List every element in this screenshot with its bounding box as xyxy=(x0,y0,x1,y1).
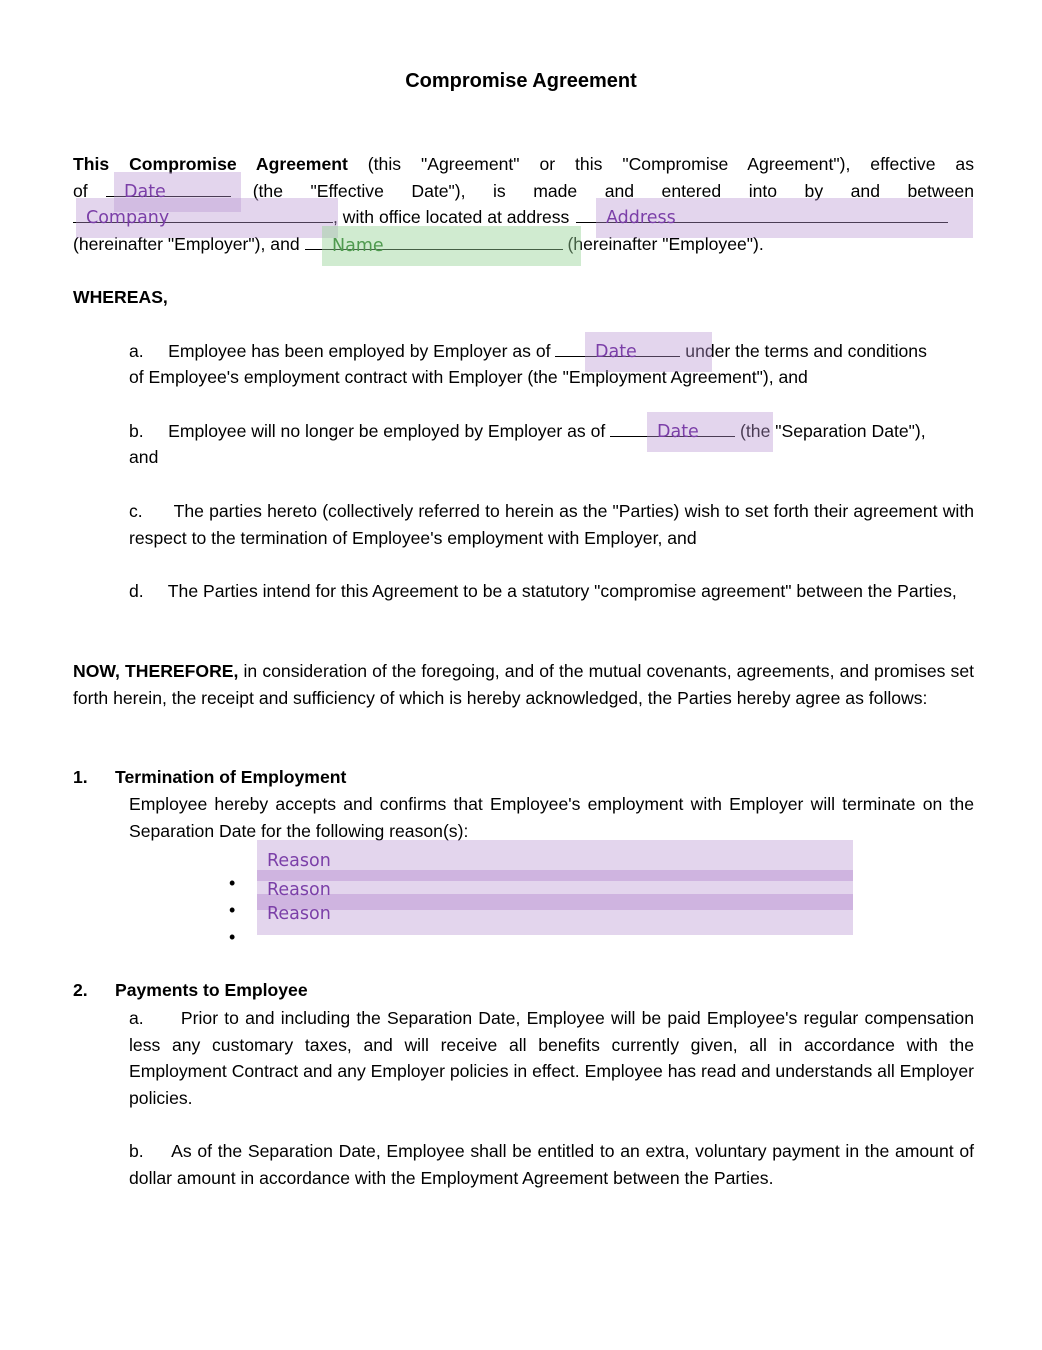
reason-field-2[interactable]: Reason xyxy=(267,880,331,900)
now-therefore-paragraph: NOW, THEREFORE, in consideration of the foregoing, and of the mutual covenants, agreements, and promises set forth herein, the receipt and sufficiency of which is hereby acknowledged, the Parties hereby agree as follows: xyxy=(73,661,974,708)
intro-line3-text: , with office located at address xyxy=(333,207,570,227)
recital-d: d. The Parties intend for this Agreement to be a statutory "compromise agreement" between the Parties, xyxy=(129,581,957,601)
section-2-b: b. As of the Separation Date, Employee shall be entitled to an extra, voluntary payment in the amount of dollar amount in accordance with the Employment Agreement between the Parties. xyxy=(129,1141,974,1188)
separation-date-field[interactable]: Date xyxy=(647,412,773,452)
section-1-body: Employee hereby accepts and confirms that Employee's employment with Employer will terminate on the Separation Date for the following reason(s): xyxy=(129,794,974,841)
employed-date-field[interactable]: Date xyxy=(585,332,712,372)
intro-line2-text: (the "Effective Date"), is made and entered into by and between xyxy=(252,181,974,201)
company-field[interactable]: Company xyxy=(76,198,338,238)
section-2-number: 2. xyxy=(73,980,88,1000)
whereas-heading: WHEREAS, xyxy=(73,287,168,307)
section-2-heading: Payments to Employee xyxy=(115,980,308,1000)
document-title: Compromise Agreement xyxy=(405,70,637,92)
section-2-a: a. Prior to and including the Separation Date, Employee will be paid Employee's regular compensation less any customary taxes, and will receive all benefits currently given, all in accordance with the Employment Contract and any Employer policies in effect. Employee has read and understands all Employer policies. xyxy=(129,1008,974,1108)
address-field[interactable]: Address xyxy=(596,198,973,238)
recital-c: c. The parties hereto (collectively referred to herein as the "Parties) wish to set forth their agreement with respect to the termination of Employee's employment with Employer, and xyxy=(129,501,974,548)
bullet-1: • xyxy=(229,873,236,893)
recital-b-line1: b. Employee will no longer be employed by Employer as of (the "Separation Date"), xyxy=(129,418,974,445)
intro-line4a: (hereinafter "Employer"), and xyxy=(73,234,300,254)
employee-name-field[interactable]: Name xyxy=(322,226,581,266)
intro-line1-text: (this "Agreement" or this "Compromise Agreement"), effective as xyxy=(367,154,975,174)
recital-a-line1: a. Employee has been employed by Employer as of under the terms and conditions xyxy=(129,338,974,365)
section-1-number: 1. xyxy=(73,767,88,787)
reason-field-1[interactable]: Reason xyxy=(267,851,331,871)
intro-of: of xyxy=(73,181,88,201)
bullet-3: • xyxy=(229,927,236,947)
intro-lead: This Compromise Agreement xyxy=(73,154,348,174)
recital-b-line2: and xyxy=(129,447,159,467)
effective-date-field[interactable]: Date xyxy=(114,172,241,212)
recital-a-line2: of Employee's employment contract with Employer (the "Employment Agreement"), and xyxy=(129,367,808,387)
section-1-heading: Termination of Employment xyxy=(115,767,347,787)
reason-field-3[interactable]: Reason xyxy=(267,904,331,924)
intro-line4b: (hereinafter "Employee"). xyxy=(567,234,764,254)
bullet-2: • xyxy=(229,900,236,920)
